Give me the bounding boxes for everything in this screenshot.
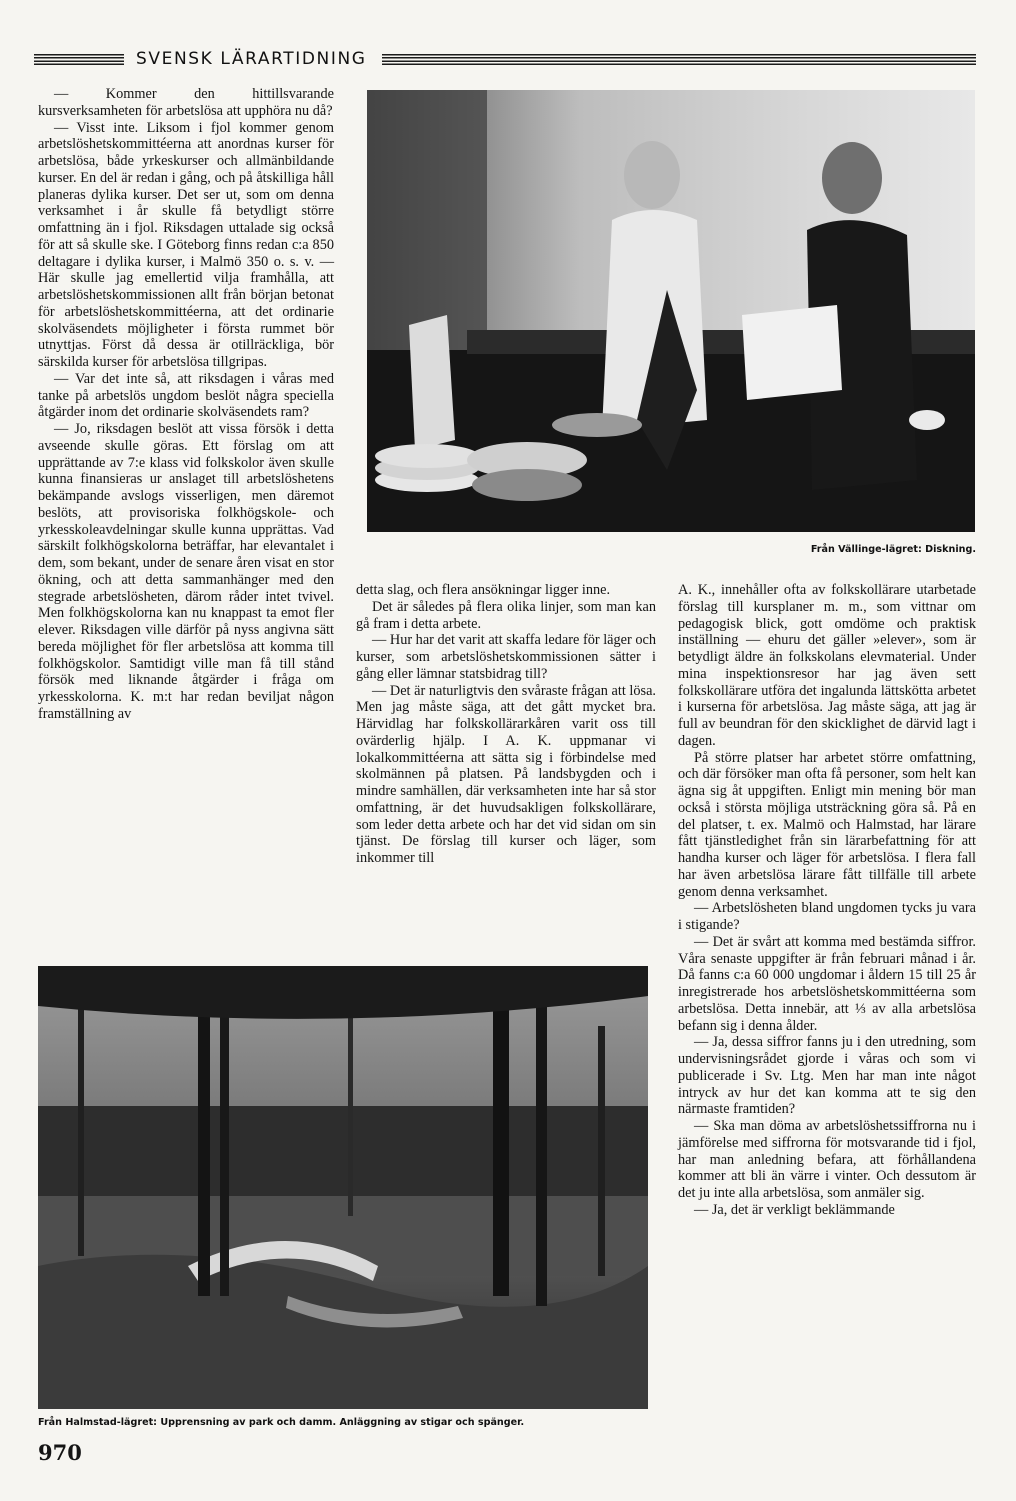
article-column-3 xyxy=(678,582,976,1219)
masthead-rule-right xyxy=(382,54,976,67)
photo-dishwashing xyxy=(367,90,975,532)
masthead-rule-left xyxy=(34,54,124,67)
park-pond-photo-image xyxy=(38,966,648,1409)
paragraph: — Arbetslösheten bland ungdomen tycks ju vara i stigande? xyxy=(678,900,976,933)
paragraph: A. K., innehåller ofta av folkskollärare utarbetade förslag till kursplaner m. m., som vittnar om pedagogisk blick, gott omdöme och praktisk inställning — ehuru det gäller »elever», som är betydligt äldre än folkskolans elevmaterial. Under mina inspektionsresor har jag även sett folkskollärare utföra det ingalunda lättskötta arbetet i kurserna för arbetslösa. Jag måste säga, att jag är full av beundran för den skicklighet de därvid lagt i dagen. xyxy=(678,582,976,749)
paragraph: — Ja, det är verkligt beklämmande xyxy=(694,1201,895,1218)
publication-title: SVENSK LÄRARTIDNING xyxy=(136,49,367,69)
page-number: 970 xyxy=(38,1440,82,1465)
paragraph: Det är således på flera olika linjer, som man kan gå fram i detta arbete. xyxy=(356,598,656,632)
paragraph: — Hur har det varit att skaffa ledare för läger och kurser, som arbetslöshetskommissionen sätter i gång eller lämnar statsbidrag till? xyxy=(356,632,656,682)
article-column-1 xyxy=(38,86,334,723)
paragraph: — Ja, dessa siffror fanns ju i den utredning, som undervisningsrådet gjorde i våras och som vi publicerade i Sv. Ltg. Men har man inte något intryck av hur det kan komma att te sig den närmaste framtiden? xyxy=(678,1034,976,1118)
paragraph: — Visst inte. Liksom i fjol kommer genom arbetslöshetskommittéerna att anordnas kurser för arbetslösa, både yrkeskurser och allmänbildande kurser. En del är redan i gång, och på åtskilliga håll planeras dylika kurser. Det ser ut, som om denna verksamhet i år skulle få betydligt större omfattning än i fjol. Riksdagen uttalade sig också för att så skulle ske. I Göteborg finns redan c:a 850 deltagare i dylika kurser, i Malmö 350 o. s. v. — Här skulle jag emellertid vilja framhålla, att arbetslöshetskommissionen allt från början betonat för arbetslöshetskommittéerna, att det ordinarie skolväsendets möjligheter i första rummet bör utnyttjas. Först då dessa är otillräckliga, bör särskilda kurser för arbetslösa tillgripas. xyxy=(38,119,334,370)
paragraph: detta slag, och flera ansökningar ligger inne. xyxy=(356,582,611,598)
paragraph: — Kommer den hittillsvarande kursverksamheten för arbetslösa att upphöra nu då? xyxy=(38,86,334,119)
paragraph: — Var det inte så, att riksdagen i våras med tanke på arbetslös ungdom beslöt några speciella åtgärder inom det ordinarie skolväsendets ram? xyxy=(38,370,334,421)
photo-caption-top: Från Vällinge-lägret: Diskning. xyxy=(810,544,976,555)
paragraph: — Det är naturligtvis den svåraste frågan att lösa. Men jag måste säga, att det gått mycket bra. Härvidlag har folkskollärarkåren varit oss till ovärderlig hjälp. I A. K. uppmanar vi lokalkommittéerna att sätta sig i förbindelse med skolmännen på platsen. På landsbygden och i mindre samhällen, där verksamheten inte har så stor omfattning, är det huvudsakligen folkskollärare, som leder detta arbete och har det vid sidan om sin tjänst. De förslag till kurser och läger, som inkommer till xyxy=(356,682,656,866)
paragraph: På större platser har arbetet större omfattning, och där försöker man ofta få personer, som helt kan ägna sig åt uppgiften. Enligt min mening bör man också i största möjliga utsträckning göra så. På en del platser, t. ex. Malmö och Halmstad, har lärare fått tjänstledighet från sin lärarbefattning för att handha kurser och läger för arbetslösa. I flera fall har även arbetslösa lärare fått tillfälle till arbete genom denna verksamhet. xyxy=(678,749,976,900)
paragraph: — Det är svårt att komma med bestämda siffror. Våra senaste uppgifter är från februari månad i år. Då fanns c:a 60 000 ungdomar i åldern 15 till 25 år inregistrerade hos arbetslöshetskommittéerna som arbetslösa. Detta innebär, att ⅓ av alla arbetslösa befann sig i denna ålder. xyxy=(678,933,976,1034)
paragraph: — Ska man döma av arbetslöshetssiffrorna nu i jämförelse med siffrorna för motsvarande tid i fjol, har man anledning befara, att förhållandena kommer att bli än värre i vinter. Och dessutom är det ju inte alla arbetslösa, som anmäler sig. xyxy=(678,1118,976,1201)
masthead xyxy=(34,50,976,72)
photo-caption-bottom: Från Halmstad-lägret: Upprensning av park och damm. Anläggning av stigar och spänger. xyxy=(38,1417,525,1428)
dishwashing-photo-image xyxy=(367,90,975,532)
paragraph: — Jo, riksdagen beslöt att vissa försök i detta avseende skulle göras. Ett förslag om att upprättande av 7:e klass vid folkskolor även skulle kunna finansieras ur anslaget till arbetslöshetens bekämpande avslogs visserligen, men däremot beslöts, att provisoriska folkhögskole- och yrkesskoleavdelningar skulle kunna upprättas. Vad särskilt folkhögskolorna beträffar, har elevantalet i dem, som bekant, under de senare åren visat en stor ökning, och att detta sammanhänger med den stegrade arbetslösheten, därom råder intet tvivel. Men folkhögskolorna kan nu knappast ta emot fler elever. Riksdagen ville därför på nyss angivna sätt bereda möjlighet för fler arbetslösa att komma till folkhögskolor. Samtidigt ville man få till stånd försök med liknande åtgärder i fråga om yrkesskolorna. K. m:t har redan beviljat någon framställning av xyxy=(38,421,334,722)
photo-park-pond xyxy=(38,966,648,1409)
article-column-2 xyxy=(356,582,656,867)
